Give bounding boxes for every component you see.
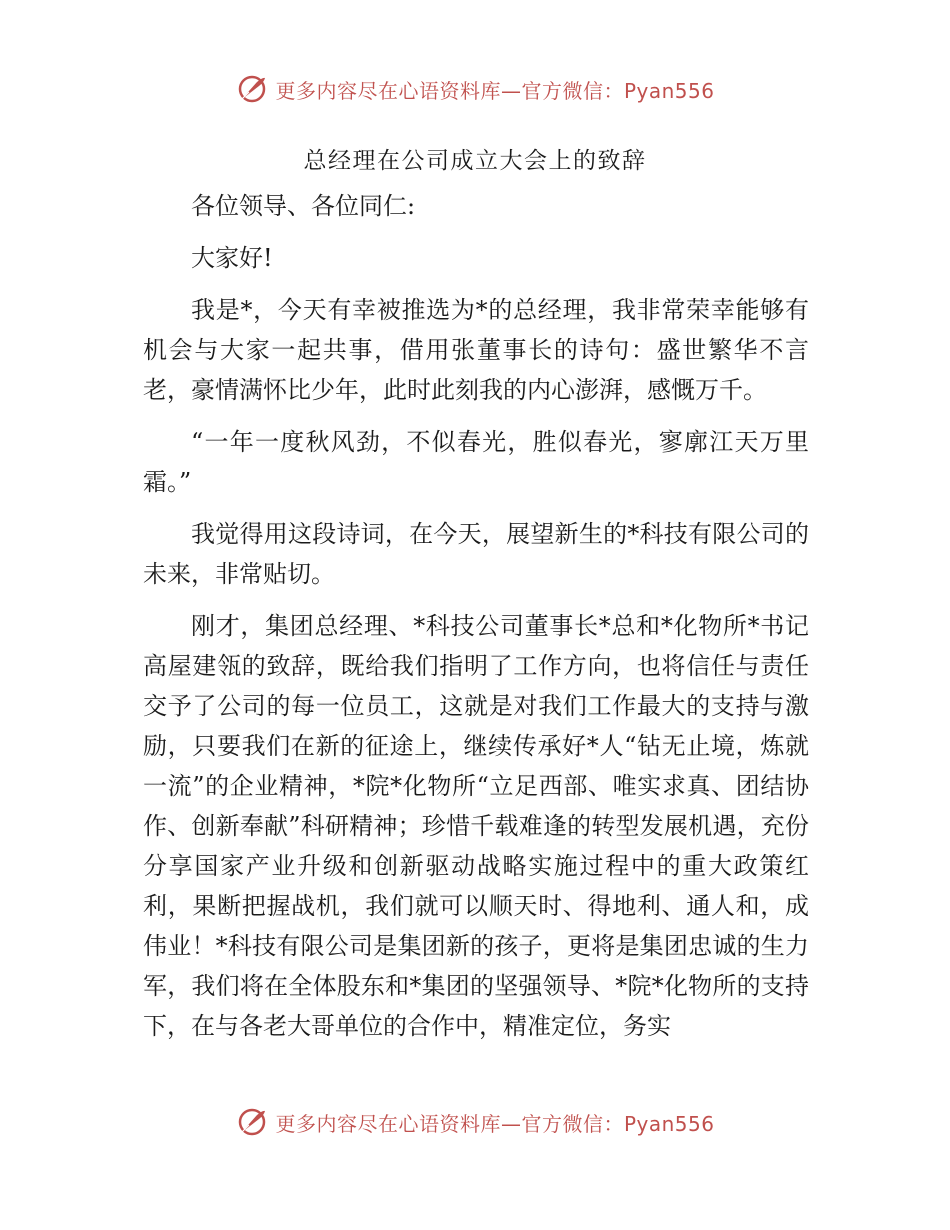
watermark-text: 更多内容尽在心语资料库—官方微信：Pyan556 — [275, 1111, 715, 1136]
paragraph-2-poem-quote: “一年一度秋风劲，不似春光，胜似春光，寥廓江天万里霜。” — [143, 428, 809, 496]
salutation-line: 大家好! — [191, 244, 273, 272]
paragraph-1: 我是*，今天有幸被推选为*的总经理，我非常荣幸能够有机会与大家一起共事，借用张董事长的诗句：盛世繁华不言老，豪情满怀比少年，此时此刻我的内心澎湃，感慨万千。 — [143, 296, 809, 404]
watermark-text: 更多内容尽在心语资料库—官方微信：Pyan556 — [275, 78, 715, 103]
footer-watermark-banner — [0, 1105, 950, 1139]
paragraph-3: 我觉得用这段诗词，在今天，展望新生的*科技有限公司的未来，非常贴切。 — [143, 520, 809, 588]
document-title: 总经理在公司成立大会上的致辞 — [303, 148, 647, 174]
document-body — [143, 186, 809, 1046]
paragraph-4: 刚才，集团总经理、*科技公司董事长*总和*化物所*书记高屋建瓴的致辞，既给我们指明了工作方向，也将信任与责任交予了公司的每一位员工，这就是对我们工作最大的支持与激励，只要我们在新的征途上，继续传承好*人“钻无止境，炼就一流”的企业精神，*院*化物所“立足西部、唯实求真、团结协作、创新奉献”科研精神；珍惜千载难逢的转型发展机遇，充份分享国家产业升级和创新驱动战略实施过程中的重大政策红利，果断把握战机，我们就可以顺天时、得地利、通人和，成伟业！*科技有限公司是集团新的孩子，更将是集团忠诚的生力军，我们将在全体股东和*集团的坚强领导、*院*化物所的支持下，在与各老大哥单位的合作中，精准定位，务实 — [143, 612, 809, 1040]
feather-pen-logo-icon — [235, 72, 269, 106]
header-watermark-banner — [0, 72, 950, 106]
feather-pen-logo-icon — [235, 1105, 269, 1139]
greeting-line: 各位领导、各位同仁: — [191, 192, 416, 220]
